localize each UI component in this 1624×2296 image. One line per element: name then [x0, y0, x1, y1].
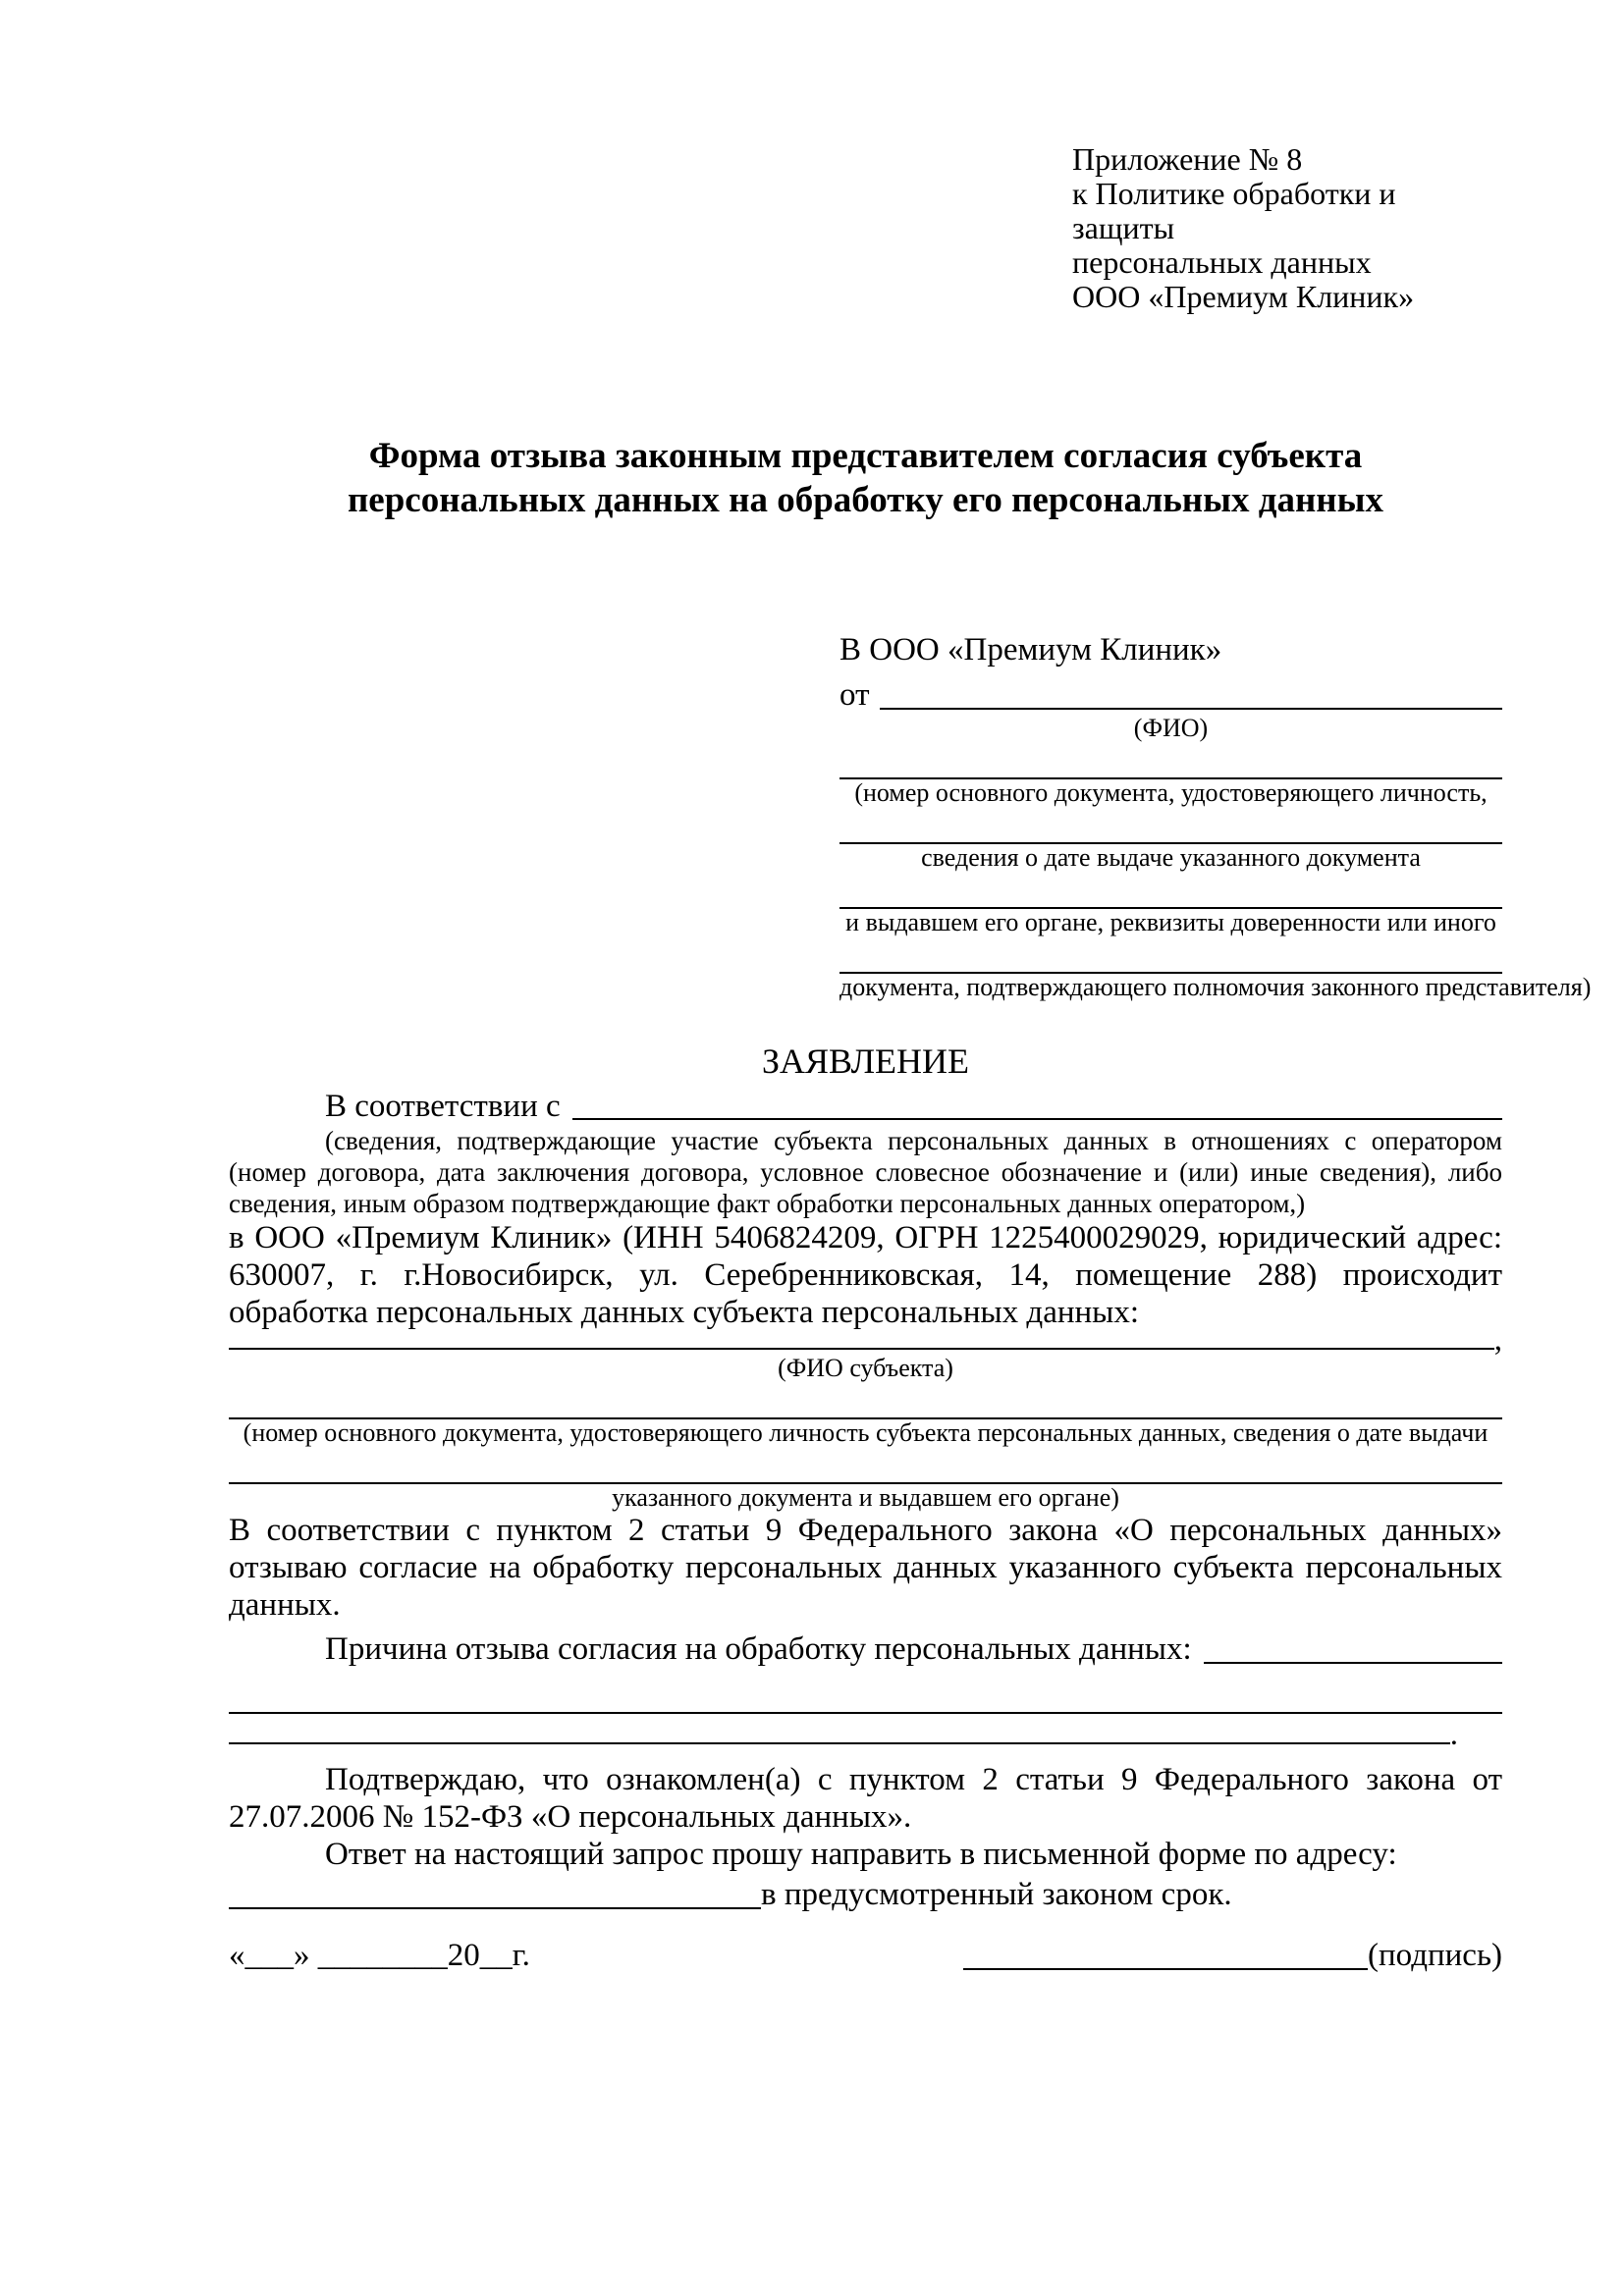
statement-heading: ЗАЯВЛЕНИЕ	[761, 1041, 970, 1081]
confirm-paragraph: Подтверждаю, что ознакомлен(а) с пунктом 2 статьи 9 Федерального закона от 27.07.2006 № 152-ФЗ «О персональных данных».	[229, 1762, 1502, 1835]
appendix-line: персональных данных	[1072, 244, 1372, 280]
doc-field-caption: сведения о дате выдаче указанного документа	[921, 843, 1421, 872]
subject-doc-caption-2: указанного документа и выдавшем его органе)	[612, 1483, 1119, 1512]
doc-field-caption: документа, подтверждающего полномочия законного представителя)	[839, 973, 1592, 1001]
title-line-2: персональных данных на обработку его персональных данных	[347, 480, 1383, 520]
reply-paragraph: Ответ на настоящий запрос прошу направить в письменной форме по адресу:	[325, 1837, 1397, 1872]
withdraw-paragraph: В соответствии с пунктом 2 статьи 9 Федерального закона «О персональных данных» отзываю согласие на обработку персональных данных указанного субъекта персональных данных.	[229, 1513, 1502, 1623]
accordance-label: В соответствии с	[325, 1089, 561, 1124]
doc-field-blank-line	[839, 936, 1502, 974]
doc-field	[839, 872, 1502, 936]
signature-group	[963, 1936, 1502, 1975]
trailing-period: .	[1449, 1717, 1458, 1752]
doc-field	[839, 936, 1592, 1001]
fio-blank-line	[880, 708, 1503, 710]
doc-field-caption: (номер основного документа, удостоверяющего личность,	[854, 778, 1488, 807]
reply-address-row	[229, 1873, 1502, 1914]
addressee-from-row	[839, 671, 1502, 715]
doc-field-blank-line	[839, 807, 1502, 844]
subject-fio-row	[229, 1322, 1502, 1358]
reason-blank-line-2	[229, 1669, 1502, 1714]
accordance-caption: (сведения, подтверждающие участие субъекта персональных данных в отношениях с оператором (номер договора, дата заключения договора, условное словесное обозначение и (или) иные сведения), либо сведения, иным образом подтверждающие факт обработки персональных данных оператором,)	[229, 1126, 1502, 1218]
accordance-blank-line	[572, 1118, 1502, 1120]
doc-field-caption: и выдавшем его органе, реквизиты доверенности или иного	[845, 908, 1496, 936]
doc-field	[839, 807, 1502, 872]
date-blank: «___» ________20__г.	[229, 1938, 530, 1973]
doc-field-blank-line	[839, 872, 1502, 909]
appendix-line: к Политике обработки и защиты	[1072, 176, 1396, 245]
subject-doc-caption-1: (номер основного документа, удостоверяющего личность субъекта персональных данных, сведения о дате выдачи	[243, 1418, 1489, 1447]
reason-blank-line-3	[229, 1742, 1450, 1744]
subject-fio-caption: (ФИО субъекта)	[778, 1354, 953, 1382]
reason-blank-line	[1204, 1662, 1502, 1664]
addressee-block	[839, 628, 1592, 1001]
accordance-row	[229, 1084, 1502, 1125]
footer-row	[229, 1930, 1502, 1975]
trailing-comma: ,	[1493, 1322, 1502, 1358]
reply-tail-text: в предусмотренный законом срок.	[761, 1877, 1232, 1912]
signature-caption: (подпись)	[1368, 1938, 1502, 1973]
reason-row	[229, 1624, 1502, 1669]
appendix-line: Приложение № 8	[1072, 141, 1303, 177]
signature-blank-line	[963, 1968, 1368, 1970]
addressee-to: В ООО «Премиум Клиник»	[839, 632, 1222, 667]
appendix-line: ООО «Премиум Клиник»	[1072, 279, 1415, 314]
subject-doc-blank-line-2	[229, 1447, 1502, 1484]
fio-caption: (ФИО)	[1133, 714, 1209, 742]
reply-address-blank-line	[229, 1907, 761, 1909]
subject-fio-blank-line	[229, 1348, 1494, 1350]
reason-blank-line-3-row	[229, 1714, 1502, 1752]
addressee-from-label: от	[839, 677, 870, 713]
doc-field	[839, 742, 1502, 807]
operator-paragraph: в ООО «Премиум Клиник» (ИНН 5406824209, ОГРН 1225400029029, юридический адрес: 630007, г. г.Новосибирск, ул. Серебренниковская, 14, помещение 288) происходит обработка персональных данных субъекта персональных данных:	[229, 1220, 1502, 1330]
reason-label: Причина отзыва согласия на обработку персональных данных:	[325, 1631, 1192, 1667]
title-line-1: Форма отзыва законным представителем согласия субъекта	[368, 436, 1363, 476]
appendix-block	[1072, 142, 1502, 314]
subject-doc-blank-line-1	[229, 1382, 1502, 1419]
document-title	[229, 434, 1502, 522]
doc-field-blank-line	[839, 742, 1502, 779]
